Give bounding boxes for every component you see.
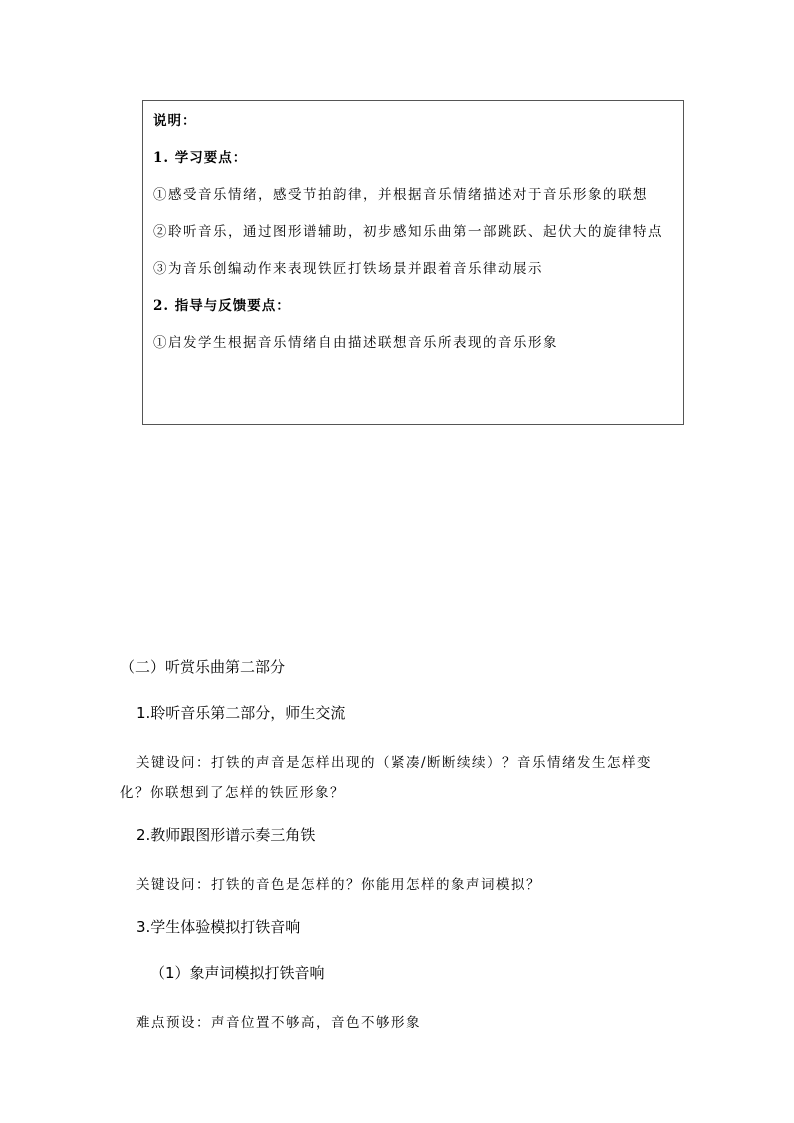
note-heading: 说明：: [153, 113, 197, 129]
note-box: [142, 100, 684, 425]
section-title: （二）听赏乐曲第二部分: [120, 658, 286, 676]
learning-point-2: ②聆听音乐，通过图形谱辅助，初步感知乐曲第一部跳跃、起伏大的旋律特点: [153, 224, 663, 240]
step-2: 2.教师跟图形谱示奏三角铁: [136, 826, 316, 844]
guidance-point-1: ①启发学生根据音乐情绪自由描述联想音乐所表现的音乐形象: [153, 335, 558, 351]
step-3-difficulty: 难点预设：声音位置不够高，音色不够形象: [136, 1015, 421, 1031]
learning-points-heading: 1. 学习要点：: [153, 150, 248, 166]
step-1: 1.聆听音乐第二部分，师生交流: [136, 704, 346, 722]
learning-point-3: ③为音乐创编动作来表现铁匠打铁场景并跟着音乐律动展示: [153, 261, 543, 277]
step-2-question: 关键设问：打铁的音色是怎样的？你能用怎样的象声词模拟？: [136, 877, 541, 893]
step-3: 3.学生体验模拟打铁音响: [136, 918, 301, 936]
step-3-sub-1: （1）象声词模拟打铁音响: [150, 964, 325, 982]
step-1-question: 关键设问：打铁的声音是怎样出现的（紧凑/断断续续）？音乐情绪发生怎样变化？你联想到了怎样的铁匠形象？: [120, 755, 653, 801]
lesson-section: [120, 656, 680, 1054]
guidance-points-heading: 2. 指导与反馈要点：: [153, 298, 291, 314]
learning-point-1: ①感受音乐情绪，感受节拍韵律，并根据音乐情绪描述对于音乐形象的联想: [153, 187, 648, 203]
